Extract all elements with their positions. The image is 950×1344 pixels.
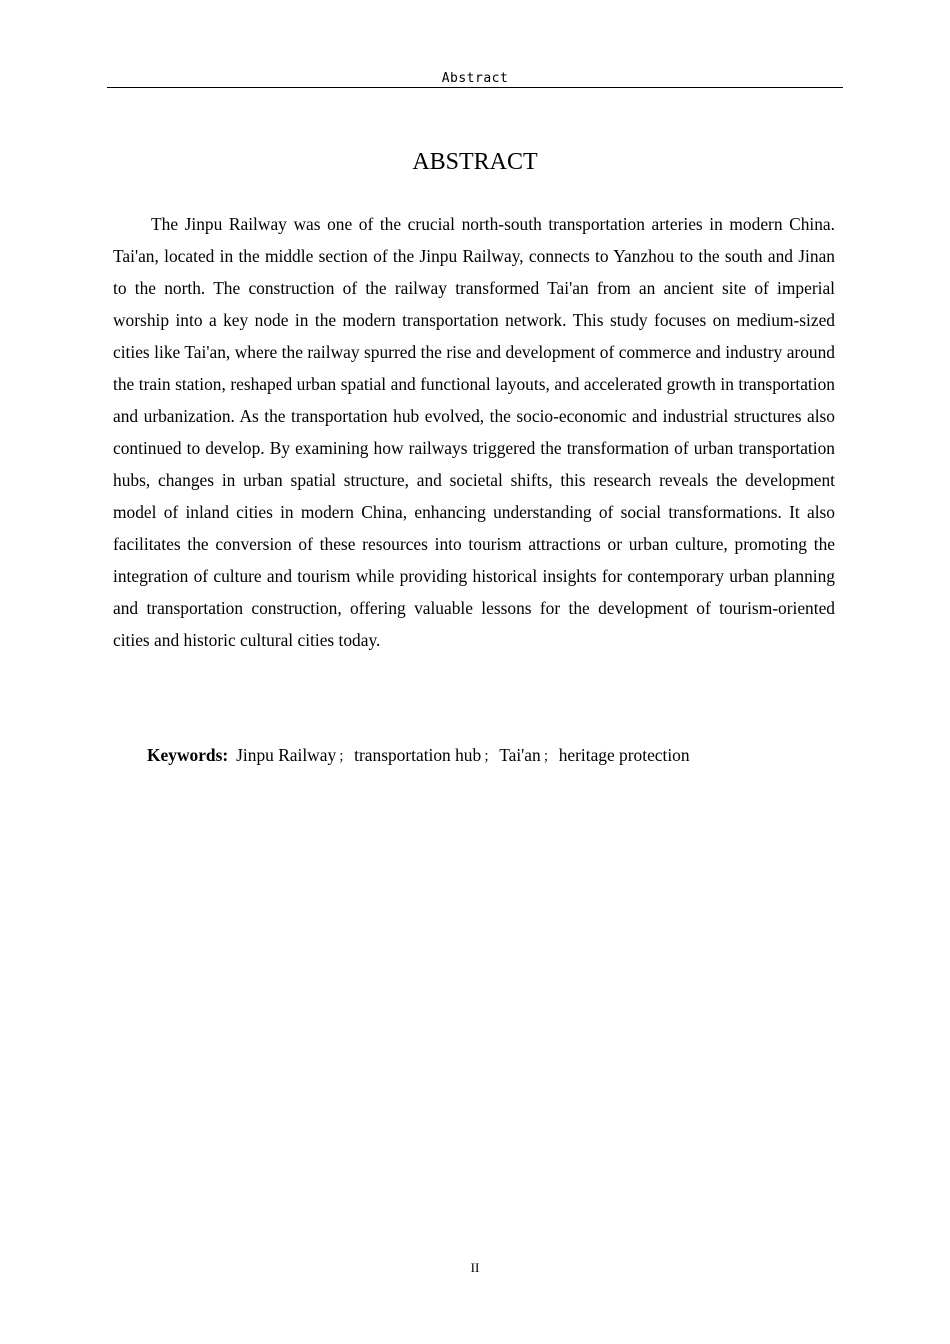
page-title: ABSTRACT <box>412 149 538 175</box>
keywords-label: Keywords: <box>147 745 229 765</box>
keyword-item: Tai'an <box>499 745 541 765</box>
page-number: II <box>470 1260 480 1275</box>
keyword-separator: ； <box>338 749 353 765</box>
header-rule <box>107 87 843 88</box>
keywords-line <box>147 741 837 771</box>
keyword-separator: ； <box>483 749 498 765</box>
keyword-item: heritage protection <box>558 745 690 765</box>
keyword-item: transportation hub <box>354 745 482 765</box>
keyword-item: Jinpu Railway <box>236 745 337 765</box>
running-header: Abstract <box>441 71 509 86</box>
abstract-body: The Jinpu Railway was one of the crucial north-south transportation arteries in modern China. Tai'an, located in the middle section of the Jinpu Railway, connects to Yanzhou to the south and Jinan to the north. The construction of the railway transformed Tai'an from an ancient site of imperial worship into a key node in the modern transportation network. This study focuses on medium-sized cities like Tai'an, where the railway spurred the rise and development of commerce and industry around the train station, reshaped urban spatial and functional layouts, and accelerated growth in transportation and urbanization. As the transportation hub evolved, the socio-economic and industrial structures also continued to develop. By examining how railways triggered the transformation of urban transportation hubs, changes in urban spatial structure, and societal shifts, this research reveals the development model of inland cities in modern China, enhancing understanding of social transformations. It also facilitates the conversion of these resources into tourism attractions or urban culture, promoting the integration of culture and tourism while providing historical insights for contemporary urban planning and transportation construction, offering valuable lessons for the development of tourism-oriented cities and historic cultural cities today. <box>113 214 835 650</box>
keyword-separator: ； <box>542 749 557 765</box>
